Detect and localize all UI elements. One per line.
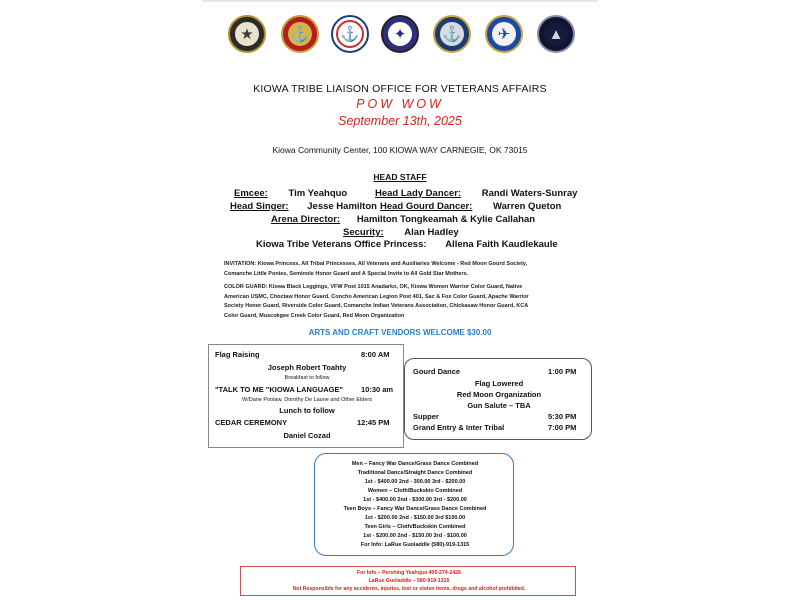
grand-entry-label: Grand Entry & Inter Tribal <box>413 423 505 432</box>
lunch-note: Lunch to follow <box>279 406 335 415</box>
flag-raising-label: Flag Raising <box>215 350 260 359</box>
info-contact-1: For Info – Pershing Yeahquo 405-274-2426 <box>357 570 461 576</box>
arena-director-label: Arena Director: <box>271 214 341 225</box>
red-moon-org: Red Moon Organization <box>456 390 542 399</box>
supper-label: Supper <box>413 412 439 421</box>
head-gourd-name: Warren Queton <box>493 201 562 212</box>
morning-schedule-box <box>208 344 404 448</box>
color-guard-line: Color Guard, Muscokgee Creek Color Guard, Red Moon Organization <box>224 312 405 319</box>
disclaimer: Not Responsible for any accidents, injuries, lost or stolen items, drugs and alcohol prohibited. <box>292 586 526 592</box>
flag-raising-person: Joseph Robert Toahty <box>267 363 347 372</box>
emcee-line <box>234 188 347 199</box>
invitation-paragraph <box>224 260 576 279</box>
head-gourd-line <box>380 201 561 212</box>
supper-time: 5:30 PM <box>548 412 577 421</box>
prize-line: 1st - $200.00 2nd - $150.00 3rd $100.00 <box>364 515 466 521</box>
invitation-line: INVITATION: Kiowa Princess, All Tribal Princesses, All Veterans and Auxiliaries Welcome - Red Moon Gourd Society, <box>224 261 528 267</box>
cedar-label: CEDAR CEREMONY <box>215 418 288 427</box>
flag-lowered: Flag Lowered <box>474 379 524 388</box>
navy-seal-icon: ⚓ <box>433 15 471 53</box>
head-staff-heading: HEAD STAFF <box>373 172 427 182</box>
marine-corps-seal-icon: ⚓ <box>281 15 319 53</box>
info-contact-2: LaRue Guoladdle – 580-919-1315 <box>368 578 450 584</box>
security-label: Security: <box>343 227 384 238</box>
breakfast-note: Breakfast to follow <box>284 375 330 381</box>
head-singer-line <box>230 201 377 212</box>
prize-line: Traditional Dance/Straight Dance Combined <box>357 470 473 476</box>
info-disclaimer-box <box>240 566 576 596</box>
color-guard-line: COLOR GUARD: Kiowa Black Leggings, VFW Post 1015 Anadarko, OK, Kiowa Women Warrior Color Guard, Native <box>224 284 523 290</box>
security-line <box>343 227 459 238</box>
prize-line: Teen Boys – Fancy War Dance/Grass Dance Combined <box>343 506 487 512</box>
talk-with: W/Dane Poolaw, Dorothy De Laune and Other Elders <box>242 397 372 403</box>
emcee-label: Emcee: <box>234 188 268 199</box>
head-gourd-label: Head Gourd Dancer: <box>380 201 473 212</box>
kiowa-tribe-seal-icon: ✦ <box>381 15 419 53</box>
event-venue: Kiowa Community Center, 100 KIOWA WAY CARNEGIE, OK 73015 <box>272 145 528 155</box>
head-lady-line <box>375 188 577 199</box>
head-lady-name: Randi Waters-Sunray <box>481 188 578 199</box>
gourd-dance-time: 1:00 PM <box>548 367 577 376</box>
talk-time: 10:30 am <box>361 385 394 394</box>
color-guard-line: Society Honor Guard, Riverside Color Guard, Comanche Indian Veterans Association, Chickasaw Honor Guard, KCA <box>224 303 529 310</box>
security-name: Alan Hadley <box>404 227 459 238</box>
flag-raising-time: 8:00 AM <box>361 350 390 359</box>
arena-director-name: Hamilton Tongkeamah & Kylie Callahan <box>356 214 536 225</box>
talk-label: "TALK TO ME "KIOWA LANGUAGE" <box>215 385 344 394</box>
cedar-time: 12:45 PM <box>357 418 390 427</box>
afternoon-schedule-box <box>404 358 592 440</box>
emcee-name: Tim Yeahquo <box>288 188 348 199</box>
air-force-seal-icon: ✈ <box>485 15 523 53</box>
military-seals-row <box>225 15 580 57</box>
organization-title: KIOWA TRIBE LIAISON OFFICE FOR VETERANS AFFAIRS <box>253 83 547 95</box>
prize-line: 1st - $200.00 2nd - $150.00 3rd - $100.00 <box>363 533 467 539</box>
head-lady-label: Head Lady Dancer: <box>375 188 462 199</box>
contest-prizes-box <box>314 453 514 556</box>
prize-line: 1st - $400.00 2nd - 300.00 3rd - $200.00 <box>364 479 466 485</box>
invitation-line: Comanche Little Ponies, Seminole Honor Guard and A Special Invite to All Gold Star Mothers. <box>224 270 469 277</box>
gun-salute: Gun Salute – TBA <box>467 401 531 410</box>
color-guard-line: American USMC, Choctaw Honor Guard, Concho American Legion Post 401, Sac & Fox Color Guard, Apache Warrior <box>224 293 529 300</box>
prize-line: 1st - $400.00 2nd - $300.00 3rd - $200.00 <box>363 497 467 503</box>
gourd-dance-label: Gourd Dance <box>413 367 461 376</box>
prize-line: Men – Fancy War Dance/Grass Dance Combined <box>351 461 479 467</box>
space-force-seal-icon: ▲ <box>537 15 575 53</box>
color-guard-paragraph <box>224 283 576 321</box>
princess-line <box>256 239 558 250</box>
vendors-notice: ARTS AND CRAFT VENDORS WELCOME $30.00 <box>308 328 492 337</box>
cedar-person: Daniel Cozad <box>283 431 331 440</box>
prize-line: Women – Cloth/Buckskin Combined <box>367 488 463 494</box>
head-singer-label: Head Singer: <box>230 201 289 212</box>
coast-guard-seal-icon: ⚓ <box>331 15 369 53</box>
grand-entry-time: 7:00 PM <box>548 423 577 432</box>
event-date: September 13th, 2025 <box>338 114 462 128</box>
princess-name: Allena Faith Kaudlekaule <box>445 239 558 250</box>
prize-contact: For Info: LaRue Guoladdle (580)-919-1315 <box>360 542 470 548</box>
prize-line: Teen Girls – Cloth/Buckskin Combined <box>364 524 466 530</box>
army-seal-icon: ★ <box>228 15 266 53</box>
arena-director-line <box>271 214 535 225</box>
princess-label: Kiowa Tribe Veterans Office Princess: <box>256 239 427 250</box>
event-title: POW WOW <box>356 97 444 111</box>
head-singer-name: Jesse Hamilton <box>307 201 377 212</box>
